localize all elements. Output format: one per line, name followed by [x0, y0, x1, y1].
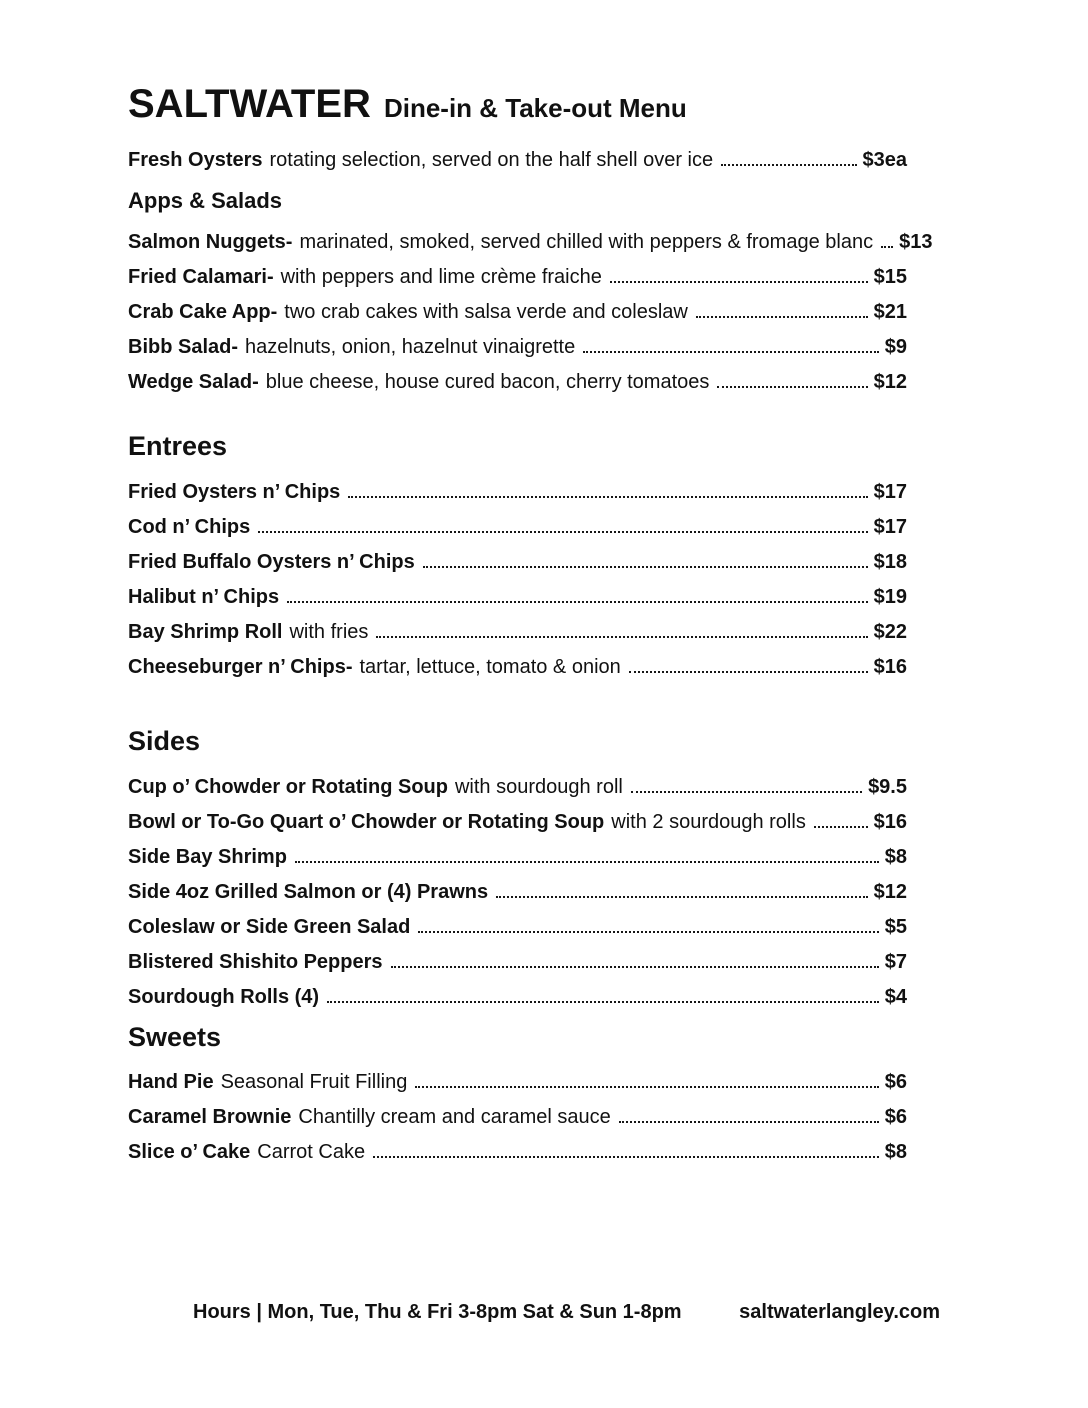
item-desc: Carrot Cake — [257, 1141, 366, 1164]
menu-item-hand-pie — [128, 1072, 907, 1092]
item-price: $8 — [884, 845, 907, 868]
item-desc: blue cheese, house cured bacon, cherry tomatoes — [265, 371, 710, 394]
item-name: Slice o’ Cake — [128, 1141, 251, 1164]
item-price: $13 — [899, 231, 933, 254]
menu-item-shishito-peppers — [128, 952, 907, 972]
item-name: Hand Pie — [128, 1071, 214, 1094]
item-desc: hazelnuts, onion, hazelnut vinaigrette — [245, 336, 576, 359]
item-desc: Seasonal Fruit Filling — [220, 1071, 408, 1094]
menu-item-bowl-chowder — [128, 812, 907, 832]
menu-item-halibut-chips — [128, 587, 907, 607]
item-price: $17 — [873, 480, 907, 503]
menu-item-cheeseburger-chips — [128, 657, 907, 677]
restaurant-name: SALTWATER — [128, 82, 371, 126]
menu-item-fried-buffalo-oysters-chips — [128, 552, 907, 572]
menu-item-salmon-nuggets — [128, 231, 933, 254]
menu-header — [128, 84, 907, 124]
item-name: Fried Buffalo Oysters n’ Chips — [128, 550, 415, 573]
dot-leader — [415, 1086, 878, 1088]
item-name: Salmon Nuggets- — [128, 231, 293, 254]
item-price: $15 — [873, 266, 907, 289]
item-price: $6 — [884, 1106, 907, 1129]
menu-footer — [0, 1302, 1088, 1322]
item-name: Cheeseburger n’ Chips- — [128, 655, 353, 678]
website-text: saltwaterlangley.com — [739, 1301, 940, 1323]
item-desc: with peppers and lime crème fraiche — [280, 266, 602, 289]
menu-item-side-salmon-prawns — [128, 882, 907, 902]
item-price: $16 — [873, 810, 907, 833]
dot-leader — [418, 931, 878, 933]
item-price: $5 — [884, 915, 907, 938]
menu-item-bay-shrimp-roll — [128, 622, 907, 642]
item-name: Cod n’ Chips — [128, 515, 251, 538]
item-name: Blistered Shishito Peppers — [128, 950, 383, 973]
menu-item-crab-cake-app — [128, 302, 907, 322]
dot-leader — [721, 164, 856, 166]
item-price: $6 — [884, 1071, 907, 1094]
dot-leader — [881, 246, 893, 248]
item-desc: with 2 sourdough rolls — [611, 810, 806, 833]
item-name: Bowl or To-Go Quart o’ Chowder or Rotating Soup — [128, 810, 605, 833]
item-desc: tartar, lettuce, tomato & onion — [359, 655, 621, 678]
item-price: $8 — [884, 1141, 907, 1164]
section-heading: Apps & Salads — [128, 188, 283, 213]
item-price: $4 — [884, 985, 907, 1008]
item-price: $7 — [884, 950, 907, 973]
dot-leader — [717, 386, 867, 388]
dot-leader — [619, 1121, 879, 1123]
menu-item-fresh-oysters — [128, 150, 907, 170]
menu-item-slice-o-cake — [128, 1142, 907, 1162]
menu-item-bibb-salad — [128, 337, 907, 357]
dot-leader — [391, 966, 879, 968]
item-name: Coleslaw or Side Green Salad — [128, 915, 411, 938]
item-name: Side 4oz Grilled Salmon or (4) Prawns — [128, 880, 489, 903]
menu-subtitle: Dine-in & Take-out Menu — [383, 93, 687, 123]
item-price: $9 — [884, 336, 907, 359]
item-name: Fresh Oysters — [128, 149, 263, 171]
menu-item-cup-chowder — [128, 777, 907, 797]
menu-item-side-bay-shrimp — [128, 847, 907, 867]
menu-item-cod-chips — [128, 517, 907, 537]
item-name: Bay Shrimp Roll — [128, 620, 283, 643]
section-sweets — [128, 1023, 907, 1163]
section-heading: Entrees — [128, 431, 228, 462]
menu-item-coleslaw-green-salad — [128, 917, 907, 937]
section-apps-salads — [128, 188, 933, 394]
dot-leader — [814, 826, 868, 828]
menu-item-caramel-brownie — [128, 1107, 907, 1127]
item-name: Cup o’ Chowder or Rotating Soup — [128, 775, 448, 798]
dot-leader — [348, 496, 867, 498]
menu-item-fried-oysters-chips — [128, 482, 907, 502]
item-name: Halibut n’ Chips — [128, 585, 280, 608]
dot-leader — [423, 566, 868, 568]
item-price: $18 — [873, 550, 907, 573]
menu-content — [128, 82, 933, 1177]
section-sides — [128, 727, 907, 1007]
dot-leader — [373, 1156, 879, 1158]
dot-leader — [327, 1001, 879, 1003]
dot-leader — [631, 791, 862, 793]
item-name: Sourdough Rolls (4) — [128, 985, 320, 1008]
dot-leader — [629, 671, 868, 673]
menu-item-sourdough-rolls — [128, 987, 907, 1007]
dot-leader — [610, 281, 868, 283]
section-entrees — [128, 432, 907, 677]
item-name: Bibb Salad- — [128, 336, 239, 359]
item-price: $12 — [873, 371, 907, 394]
item-price: $16 — [873, 655, 907, 678]
item-desc: two crab cakes with salsa verde and coleslaw — [284, 301, 688, 324]
dot-leader — [295, 861, 879, 863]
dot-leader — [258, 531, 867, 533]
item-price: $12 — [873, 880, 907, 903]
item-name: Fried Calamari- — [128, 266, 274, 289]
item-price: $21 — [873, 301, 907, 324]
dot-leader — [583, 351, 879, 353]
dot-leader — [696, 316, 868, 318]
item-price: $19 — [873, 585, 907, 608]
menu-item-fried-calamari — [128, 267, 907, 287]
item-name: Fried Oysters n’ Chips — [128, 480, 341, 503]
item-name: Crab Cake App- — [128, 301, 278, 324]
item-name: Caramel Brownie — [128, 1106, 292, 1129]
dot-leader — [376, 636, 867, 638]
item-price: $9.5 — [868, 775, 907, 798]
item-price: $22 — [873, 620, 907, 643]
dot-leader — [287, 601, 868, 603]
section-heading: Sweets — [128, 1021, 222, 1052]
item-price: $17 — [873, 515, 907, 538]
item-name: Wedge Salad- — [128, 371, 259, 394]
menu-item-wedge-salad — [128, 372, 907, 392]
item-desc: with fries — [289, 620, 369, 643]
item-desc: marinated, smoked, served chilled with peppers & fromage blanc — [299, 231, 874, 254]
hours-text: Hours | Mon, Tue, Thu & Fri 3-8pm Sat & Sun 1-8pm — [193, 1301, 682, 1323]
item-name: Side Bay Shrimp — [128, 845, 287, 868]
item-desc: with sourdough roll — [454, 775, 623, 798]
item-desc: rotating selection, served on the half shell over ice — [269, 149, 714, 171]
item-price: $3ea — [862, 149, 907, 171]
item-desc: Chantilly cream and caramel sauce — [298, 1106, 611, 1129]
dot-leader — [496, 896, 868, 898]
section-heading: Sides — [128, 725, 201, 756]
